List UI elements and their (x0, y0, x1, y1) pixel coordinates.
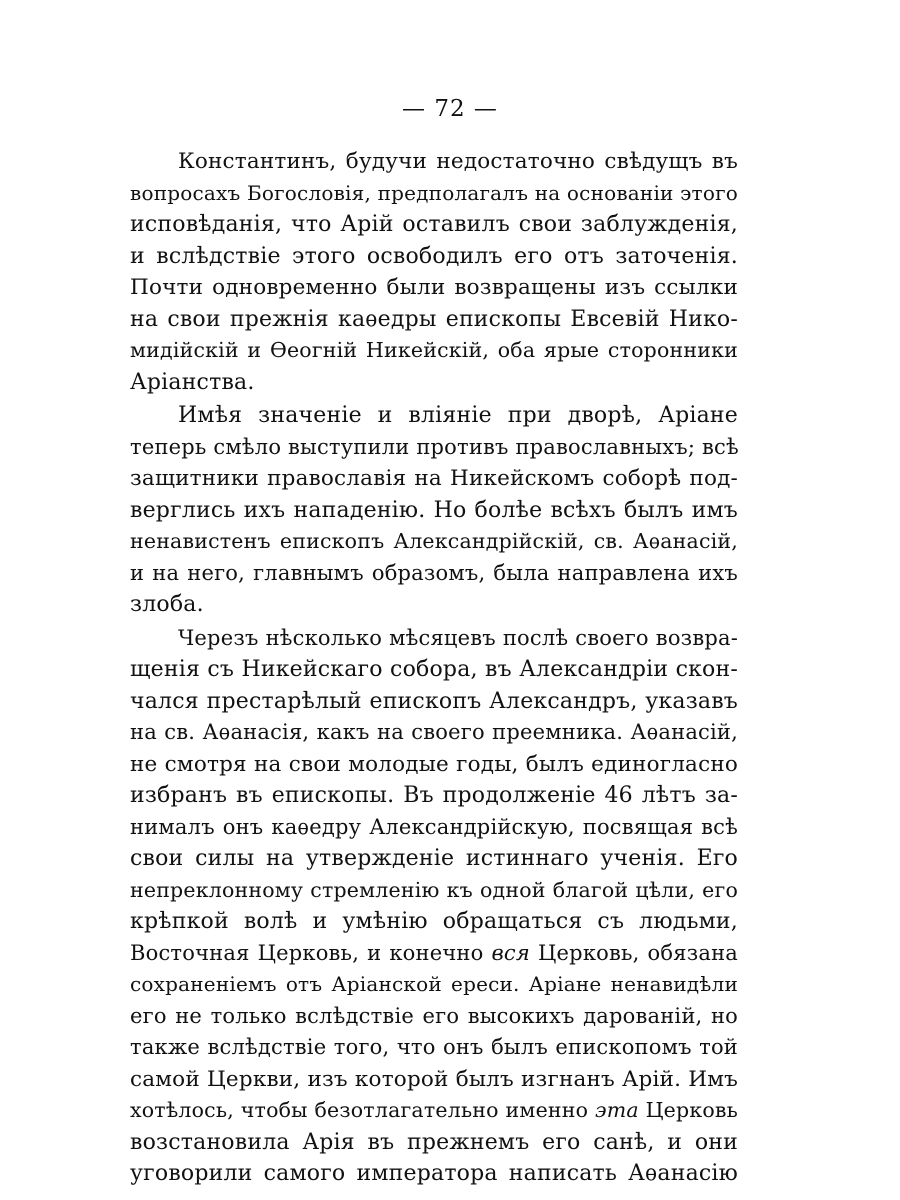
text-line: и вслѣдствіе этого освободилъ его отъ заточенія. (130, 243, 738, 269)
text-line: щенія съ Никейскаго собора, въ Александріи скон- (130, 657, 738, 682)
text-segment: Восточная Церковь, и конечно (130, 940, 492, 965)
text-line: злоба. (130, 592, 204, 617)
text-line: и на него, главнымъ образомъ, была направлена ихъ (130, 560, 738, 585)
text-line: чался престарѣлый епископъ Александръ, указавъ (130, 688, 738, 714)
text-line: верглись ихъ нападенію. Но болѣе всѣхъ былъ имъ (130, 497, 738, 523)
text-line: Черезъ нѣсколько мѣсяцевъ послѣ своего возвра- (178, 625, 738, 650)
text-segment: Церковь (638, 1098, 738, 1122)
text-line: крѣпкой волѣ и умѣнію обращаться съ людьми, (130, 909, 738, 934)
emphasized-word: эта (595, 1098, 639, 1122)
text-line: его не только вслѣдствіе его высокихъ дарованій, но (130, 1003, 738, 1028)
text-line: Аріанства. (130, 369, 255, 395)
paragraph-1 (130, 146, 738, 398)
text-line: Имѣя значеніе и вліяніе при дворѣ, Аріане (178, 403, 738, 428)
text-line: также вслѣдствіе того, что онъ былъ епископомъ той (130, 1035, 738, 1059)
text-line: непреклонному стремленію къ одной благой цѣли, его (130, 877, 738, 902)
text-line: уговорили самого императора написать Аѳанасію (130, 1161, 738, 1186)
page-number: — 72 — (402, 96, 498, 122)
paragraph-3 (130, 623, 738, 1190)
text-line: ненавистенъ епископъ Александрійскій, св. Аѳанасій, (130, 529, 738, 553)
text-line: сохраненіемъ отъ Аріанской ереси. Аріане ненавидѣли (130, 972, 738, 996)
text-line: свои силы на утвержденіе истиннаго ученія. Его (130, 846, 738, 871)
text-line: на св. Аѳанасія, какъ на своего преемника. Аѳанасій, (130, 720, 738, 744)
text-line: защитники православія на Никейскомъ соборѣ под- (130, 466, 738, 491)
text-line: вопросахъ Богословія, предполагалъ на основаніи этого (130, 180, 738, 205)
text-line: возстановила Арія въ прежнемъ его санѣ, и они (130, 1129, 738, 1155)
text-line: Почти одновременно были возвращены изъ ссылки (130, 275, 738, 300)
text-segment: Церковь, обязана (530, 940, 738, 965)
text-line: самой Церкви, изъ которой былъ изгнанъ Арій. Имъ (130, 1066, 738, 1092)
text-line: не смотря на свои молодые годы, былъ единогласно (130, 751, 738, 777)
text-line: теперь смѣло выступили противъ православныхъ; всѣ (130, 434, 739, 459)
text-line: Константинъ, будучи недостаточно свѣдущъ въ (178, 149, 738, 174)
text-line: исповѣданія, что Арій оставилъ свои заблужденія, (130, 212, 738, 237)
text-line: на свои прежнія каѳедры епископы Евсевій Нико- (130, 306, 738, 332)
emphasized-word: вся (491, 940, 530, 965)
text-line: избранъ въ епископы. Въ продолженіе 46 лѣтъ за- (130, 783, 738, 808)
paragraph-2 (130, 400, 738, 621)
text-line-with-emphasis (130, 1095, 738, 1127)
text-line: мидійскій и Ѳеогній Никейскій, оба ярые сторонники (130, 338, 738, 362)
body-text (130, 146, 738, 1190)
text-segment: хотѣлось, чтобы безотлагательно именно (130, 1098, 596, 1122)
text-line-with-emphasis (130, 938, 738, 970)
text-line: нималъ онъ каѳедру Александрійскую, посвящая всѣ (130, 814, 738, 839)
